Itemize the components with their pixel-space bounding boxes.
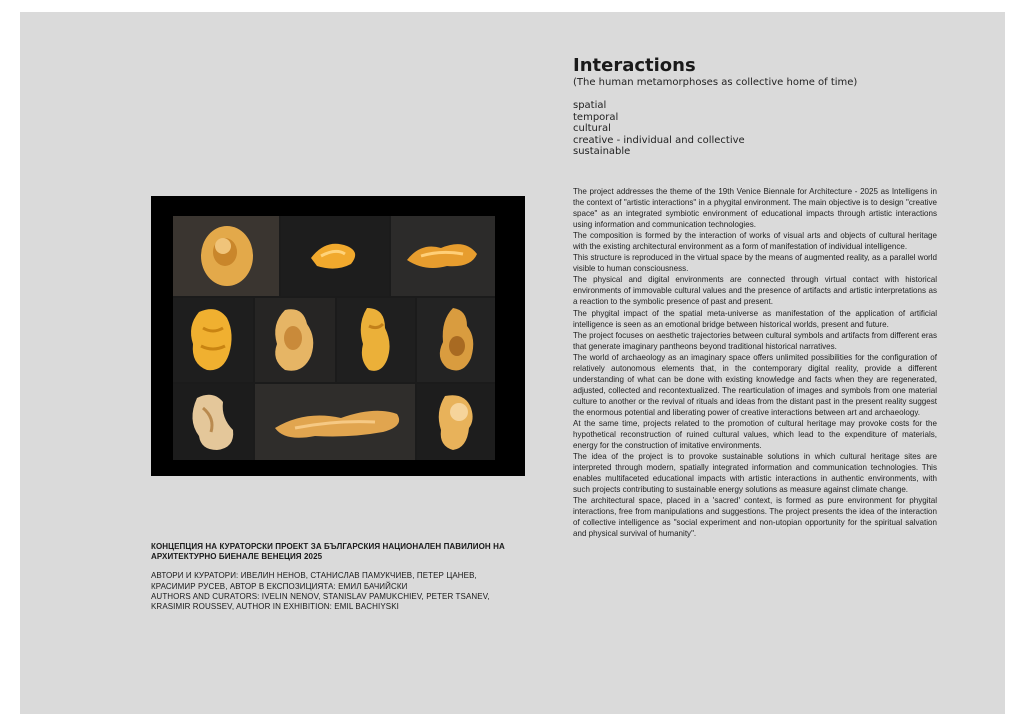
artifact-tile-3	[391, 216, 495, 296]
keyword-item: spatial	[573, 100, 607, 111]
authors-en-line: AUTHORS AND CURATORS: IVELIN NENOV, STANISLAV PAMUKCHIEV, PETER TSANEV,	[151, 591, 490, 601]
artifact-tile-6	[337, 298, 415, 382]
artifact-tile-8	[173, 384, 253, 460]
paragraph: The phygital impact of the spatial meta-universe as manifestation of the application of artificial intelligence is seen as an emotional bridge between historical worlds, present and future.	[573, 308, 937, 329]
paragraph: The idea of the project is to provoke sustainable solutions in which cultural heritage sites are interpreted through modern, spatially integrated information and communication technologies. This enables multifaceted educational impacts with artistic interactions in authentic environments, with such projects contributing to sustainable energy solutions as measure against climate change.	[573, 452, 937, 495]
project-description	[573, 186, 937, 540]
keyword-item: cultural	[573, 123, 611, 134]
artifact-tile-2	[281, 216, 389, 296]
paragraph: The project focuses on aesthetic trajectories between cultural symbols and artifacts from different eras that generate imaginary pantheons beyond traditional historical narratives.	[573, 330, 937, 351]
keyword-list	[573, 100, 943, 158]
artifact-tile-4	[173, 298, 253, 382]
concept-title	[151, 542, 531, 562]
artifact-tile-7	[417, 298, 495, 382]
paragraph: The project addresses the theme of the 19th Venice Biennale for Architecture - 2025 as Intelligens in the context of "artistic interactions" in a phygital environment. The main objective is to design "creative space" as an integrated symbiotic environment of educational impacts through artistic interactions using information and communication technologies.	[573, 187, 937, 230]
artifact-tile-9	[255, 384, 415, 460]
paragraph: The world of archaeology as an imaginary space offers unlimited possibilities for the configuration of relatively autonomous elements that, in the contemporary digital reality, provide a different understanding of what can be done with existing knowledge and facts when they are regenerated, adjusted, collected and recontextualized. The rearticulation of images and symbols from one material culture to another or the revival of rituals and ideas from the distant past in the present reality suggest the enormous potential and liberating power of creative interactions between art and archaeology.	[573, 352, 937, 417]
authors-bg-line: КРАСИМИР РУСЕВ, АВТОР В ЕКСПОЗИЦИЯТА: ЕМИЛ БАЧИЙСКИ	[151, 581, 408, 591]
paragraph: The architectural space, placed in a 'sacred' context, is formed as pure environment for phygital interactions, free from manipulations and suggestions. The project presents the idea of the interaction of collective intelligence as "social experiment and non-utopian opportunity for the spiritual salvation and physical survival of humanity".	[573, 496, 937, 539]
credits-block	[151, 542, 531, 612]
authors-bg-line: АВТОРИ И КУРАТОРИ: ИВЕЛИН НЕНОВ, СТАНИСЛАВ ПАМУКЧИЕВ, ПЕТЕР ЦАНЕВ,	[151, 571, 477, 581]
paragraph: At the same time, projects related to the promotion of cultural heritage may provoke costs for the hypothetical reconstruction of ruined cultural values, which lead to the expenditure of materials, energy for the construction of imitative environments.	[573, 418, 937, 451]
concept-title-line: АРХИТЕКТУРНО БИЕНАЛЕ ВЕНЕЦИЯ 2025	[151, 552, 323, 562]
paragraph: The composition is formed by the interaction of works of visual arts and objects of cultural heritage with the existing architectural environment as a form of manifestation of individual intelligence.	[573, 231, 937, 252]
authors-en-line: KRASIMIR ROUSSEV, AUTHOR IN EXHIBITION: EMIL BACHIYSKI	[151, 602, 399, 612]
page-subtitle: (The human metamorphoses as collective home of time)	[573, 77, 858, 88]
artifact-photo-grid	[151, 196, 525, 476]
paragraph: The physical and digital environments are connected through virtual contact with historical environments of immovable cultural values and the presence of artifacts and artistic interpretations as a reaction to the symbolic presence of past and present.	[573, 275, 937, 307]
artifact-tile-5	[255, 298, 335, 382]
paragraph: This structure is reproduced in the virtual space by the means of augmented reality, as a parallel world visible to human consciousness.	[573, 253, 937, 274]
keyword-item: temporal	[573, 111, 619, 123]
artifact-tile-10	[417, 384, 495, 460]
header-block	[573, 55, 943, 158]
concept-title-line: КОНЦЕПЦИЯ НА КУРАТОРСКИ ПРОЕКТ ЗА БЪЛГАРСКИЯ НАЦИОНАЛЕН ПАВИЛИОН НА	[151, 542, 505, 551]
keyword-item: sustainable	[573, 146, 631, 157]
artifact-tile-1	[173, 216, 279, 296]
keyword-item: creative - individual and collective	[573, 134, 745, 146]
page-title: Interactions	[573, 55, 696, 76]
